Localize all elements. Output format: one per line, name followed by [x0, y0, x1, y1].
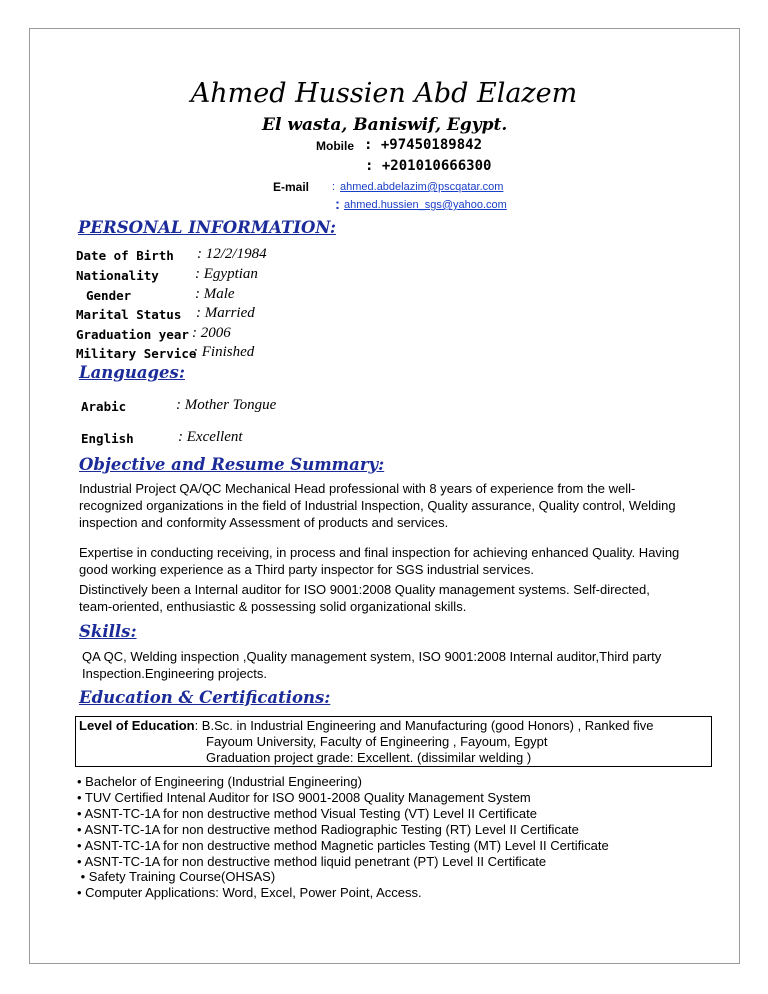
education-project-grade: Graduation project grade: Excellent. (dissimilar welding ) [206, 750, 532, 765]
mobile-number-2: : +201010666300 [365, 158, 492, 174]
military-service-value: : Finished [193, 344, 255, 360]
objective-heading: Objective and Resume Summary: [79, 455, 385, 474]
mobile-label: Mobile [316, 139, 354, 153]
education-level-label: Level of Education [79, 718, 195, 733]
list-item: • ASNT-TC-1A for non destructive method liquid penetrant (PT) Level II Certificate [77, 853, 547, 869]
language-arabic-label: Arabic [81, 399, 127, 414]
military-service-label: Military Service [76, 346, 197, 361]
objective-paragraph-2: Expertise in conducting receiving, in process and final inspection for achieving enhanced Quality. Having good working experience as a Third party inspector for SGS industrial services. [79, 545, 680, 577]
list-item: • Computer Applications: Word, Excel, Power Point, Access. [77, 885, 422, 901]
graduation-year-label: Graduation year [76, 327, 189, 342]
education-level-line [79, 718, 653, 733]
list-item: • ASNT-TC-1A for non destructive method Radiographic Testing (RT) Level II Certificate [77, 821, 579, 837]
email-prefix-1: : [332, 181, 336, 193]
address: El wasta, Baniswif, Egypt. [262, 115, 508, 135]
skills-text: QA QC, Welding inspection ,Quality management system, ISO 9001:2008 Internal auditor,Third party Inspection.Engineering projects. [82, 649, 662, 681]
nationality-label: Nationality [76, 268, 159, 283]
education-heading: Education & Certifications: [79, 688, 331, 707]
list-item: • ASNT-TC-1A for non destructive method Magnetic particles Testing (MT) Level II Certificate [77, 837, 609, 853]
email-label: E-mail [273, 180, 310, 194]
education-university: Fayoum University, Faculty of Engineering , Fayoum, Egypt [206, 734, 548, 749]
email-prefix-2: : [335, 196, 340, 213]
language-arabic-value: : Mother Tongue [176, 397, 277, 413]
languages-heading: Languages: [79, 363, 185, 382]
objective-paragraph-1: Industrial Project QA/QC Mechanical Head professional with 8 years of experience from the well-recognized organizations in the field of Industrial Inspection, Quality assurance, Quality control, Welding inspection and conformity Assessment of products and services. [79, 481, 676, 530]
list-item: • Safety Training Course(OHSAS) [77, 869, 276, 885]
dob-label: Date of Birth [76, 248, 174, 263]
gender-label: Gender [86, 288, 132, 303]
certifications-list [77, 774, 609, 901]
language-english-label: English [81, 431, 134, 446]
dob-value: : 12/2/1984 [197, 246, 267, 262]
language-english-value: : Excellent [178, 429, 243, 445]
education-box [75, 716, 712, 767]
marital-status-value: : Married [196, 305, 255, 321]
candidate-name: Ahmed Hussien Abd Elazem [190, 78, 578, 109]
list-item: • Bachelor of Engineering (Industrial Engineering) [77, 774, 362, 789]
nationality-value: : Egyptian [195, 266, 258, 282]
graduation-year-value: : 2006 [192, 325, 231, 341]
list-item: • ASNT-TC-1A for non destructive method Visual Testing (VT) Level II Certificate [77, 805, 537, 821]
mobile-number-1: : +97450189842 [364, 137, 483, 153]
email-link-2[interactable]: ahmed.hussien_sgs@yahoo.com [344, 199, 507, 211]
marital-status-label: Marital Status [76, 307, 182, 322]
personal-info-heading: PERSONAL INFORMATION: [78, 218, 336, 237]
gender-value: : Male [195, 286, 235, 302]
education-level-value: : B.Sc. in Industrial Engineering and Manufacturing (good Honors) , Ranked five [194, 718, 654, 733]
skills-heading: Skills: [79, 622, 137, 641]
objective-paragraph-3: Distinctively been a Internal auditor for ISO 9001:2008 Quality management systems. Self-directed, team-oriented, enthusiastic & possessing solid organizational skills. [79, 582, 650, 614]
email-link-1[interactable]: ahmed.abdelazim@pscqatar.com [340, 181, 504, 193]
list-item: • TUV Certified Intenal Auditor for ISO 9001-2008 Quality Management System [77, 789, 531, 805]
